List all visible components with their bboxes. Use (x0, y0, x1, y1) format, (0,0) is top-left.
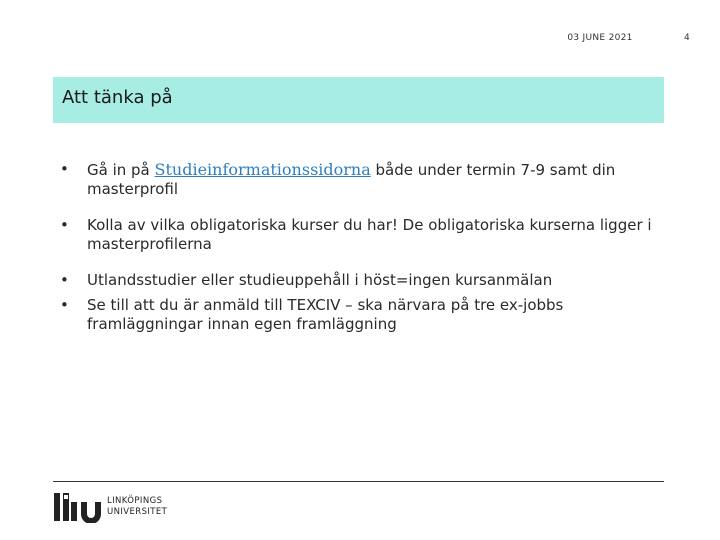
bullet-text: Utlandsstudier eller studieuppehåll i höst=ingen kursanmälan (87, 271, 553, 289)
bullet-item (60, 216, 660, 254)
logo-line-2: UNIVERSITET (107, 507, 168, 517)
bullet-text: Kolla av vilka obligatoriska kurser du har! De obligatoriska kurserna ligger i masterprofilerna (87, 216, 652, 253)
bullet-list (60, 160, 660, 334)
bullet-dot: • (60, 160, 69, 178)
bullet-dot: • (60, 296, 69, 314)
bullet-item (60, 271, 660, 290)
slide-title: Att tänka på (62, 87, 173, 108)
bullet-text: Se till att du är anmäld till TEXCIV – ska närvara på tre ex-jobbs framläggningar innan egen framläggning (87, 296, 564, 333)
bullet-item (60, 296, 660, 334)
liu-logo-mark (54, 493, 104, 523)
logo-wordmark (107, 496, 167, 518)
bullet-dot: • (60, 271, 69, 289)
bullet-dot: • (60, 216, 69, 234)
liu-logo-icon (54, 493, 104, 527)
bullet-text: Gå in på (87, 161, 155, 179)
logo-line-1: LINKÖPINGS (107, 496, 163, 506)
studieinformation-link[interactable]: Studieinformationssidorna (154, 160, 371, 179)
bullet-text: både under termin 7-9 samt din masterprofil (87, 161, 616, 198)
slide-date: 03 JUNE 2021 (567, 33, 633, 43)
title-bar (53, 77, 664, 123)
page-number: 4 (684, 33, 690, 43)
bullet-item (60, 160, 660, 199)
footer-divider (53, 481, 664, 482)
